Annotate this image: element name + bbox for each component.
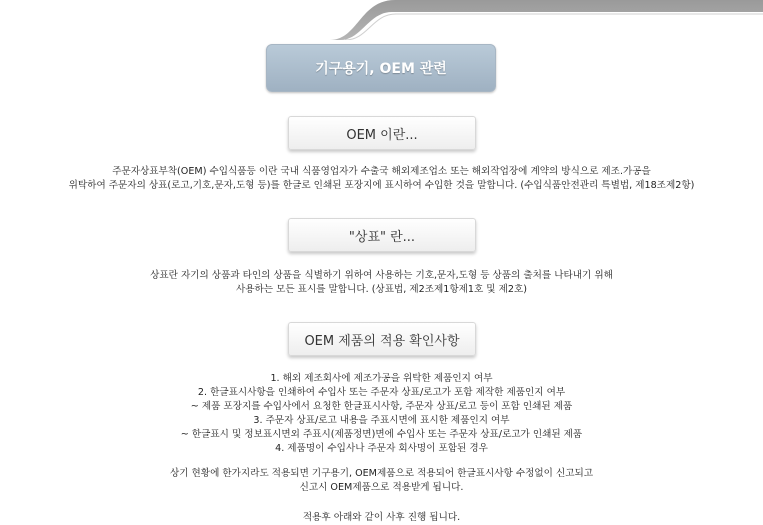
application-note-line-1: 상기 현황에 한가지라도 적용되면 기구용기, OEM제품으로 적용되어 한글표시사항 수정없이 신고되고 <box>169 468 594 479</box>
page-title-button: 기구용기, OEM 관련 <box>266 44 496 92</box>
trademark-definition-text <box>0 269 763 297</box>
checklist-item-1: 1. 해외 제조회사에 제조가공을 위탁한 제품인지 여부 <box>270 373 493 384</box>
footer-followup-line: 적용후 아래와 같이 사후 진행 됩니다. <box>302 512 461 523</box>
section-heading-trademark: "상표" 란... <box>288 218 476 252</box>
checklist-item-2-detail: ~ 제품 포장지를 수입사에서 요청한 한글표시사항, 주문자 상표/로고 등이 포함 인쇄된 제품 <box>190 401 573 412</box>
oem-definition-line-2: 위탁하여 주문자의 상표(로고,기호,문자,도형 등)를 한글로 인쇄된 포장지에 표시하여 수입한 것을 말합니다. (수입식품안전관리 특별법, 제18조제2항) <box>68 180 695 191</box>
application-note <box>0 467 763 495</box>
section-heading-oem: OEM 이란... <box>288 116 476 150</box>
checklist-item-2: 2. 한글표시사항을 인쇄하여 수입사 또는 주문자 상표/로고가 포함 제작한 제품인지 여부 <box>197 387 566 398</box>
trademark-definition-line-2: 사용하는 모든 표시를 말합니다. (상표법, 제2조제1항제1호 및 제2호) <box>235 284 528 295</box>
oem-definition-line-1: 주문자상표부착(OEM) 수입식품등 이란 국내 식품영업자가 수출국 해외제조업소 또는 해외작업장에 계약의 방식으로 제조.가공을 <box>112 166 651 177</box>
checklist-item-4: 4. 제품명이 수입사나 주문자 회사명이 포함된 경우 <box>275 443 488 454</box>
checklist-item-3: 3. 주문자 상표/로고 내용을 주표시면에 표시한 제품인지 여부 <box>253 415 510 426</box>
application-note-line-2: 신고시 OEM제품으로 적용받게 됩니다. <box>299 482 464 493</box>
oem-checklist <box>0 372 763 456</box>
trademark-definition-line-1: 상표란 자기의 상품과 타인의 상품을 식별하기 위하여 사용하는 기호,문자,도형 등 상품의 출처를 나타내기 위해 <box>150 270 613 281</box>
footer-followup-text <box>0 511 763 525</box>
top-decorative-band <box>0 0 763 40</box>
section-heading-oem-checklist: OEM 제품의 적용 확인사항 <box>288 322 476 356</box>
checklist-item-3-detail: ~ 한글표시 및 정보표시면외 주표시(제품정면)면에 수입사 또는 주문자 상표/로고가 인쇄된 제품 <box>180 429 583 440</box>
oem-definition-text <box>0 165 763 193</box>
